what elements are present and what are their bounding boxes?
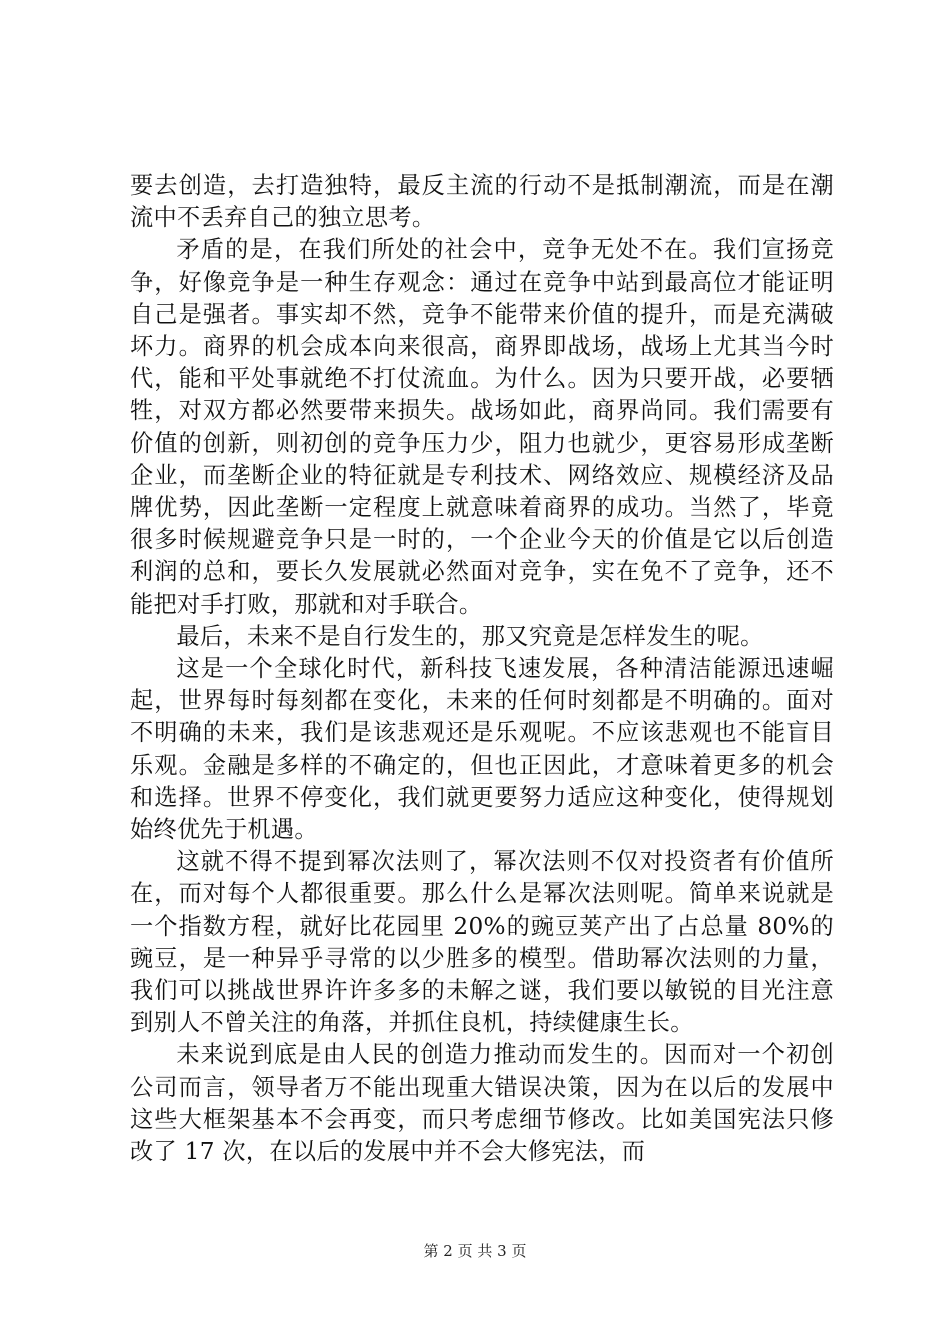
- paragraph: 要去创造，去打造独特，最反主流的行动不是抵制潮流，而是在潮流中不丢弃自己的独立思考。: [130, 172, 834, 232]
- paragraph: 未来说到底是由人民的创造力推动而发生的。因而对一个初创公司而言，领导者万不能出现重大错误决策，因为在以后的发展中这些大框架基本不会再变，而只考虑细节修改。比如美国宪法只修改了 17 次，在以后的发展中并不会大修宪法，而: [130, 1041, 834, 1166]
- document-body: [130, 170, 834, 1168]
- page-number-footer: 第 2 页 共 3 页: [423, 1242, 527, 1260]
- paragraph: 这就不得不提到幂次法则了，幂次法则不仅对投资者有价值所在，而对每个人都很重要。那么什么是幂次法则呢。简单来说就是一个指数方程，就好比花园里 20%的豌豆荚产出了占总量 80%的豌豆，是一种异乎寻常的以少胜多的模型。借助幂次法则的力量，我们可以挑战世界许许多多的未解之谜，我们要以敏锐的目光注意到别人不曾关注的角落，并抓住良机，持续健康生长。: [130, 848, 834, 1037]
- paragraph: 矛盾的是，在我们所处的社会中，竞争无处不在。我们宣扬竞争，好像竞争是一种生存观念：通过在竞争中站到最高位才能证明自己是强者。事实却不然，竞争不能带来价值的提升，而是充满破坏力。商界的机会成本向来很高，商界即战场，战场上尤其当今时代，能和平处事就绝不打仗流血。为什么。因为只要开战，必要牺牲，对双方都必然要带来损失。战场如此，商界尚同。我们需要有价值的创新，则初创的竞争压力少，阻力也就少，更容易形成垄断企业，而垄断企业的特征就是专利技术、网络效应、规模经济及品牌优势，因此垄断一定程度上就意味着商界的成功。当然了，毕竟很多时候规避竞争只是一时的，一个企业今天的价值是它以后创造利润的总和，要长久发展就必然面对竞争，实在免不了竞争，还不能把对手打败，那就和对手联合。: [130, 236, 834, 618]
- paragraph: 这是一个全球化时代，新科技飞速发展，各种清洁能源迅速崛起，世界每时每刻都在变化，未来的任何时刻都是不明确的。面对不明确的未来，我们是该悲观还是乐观呢。不应该悲观也不能盲目乐观。金融是多样的不确定的，但也正因此，才意味着更多的机会和选择。世界不停变化，我们就更要努力适应这种变化，使得规划始终优先于机遇。: [130, 655, 834, 844]
- paragraph: 最后，未来不是自行发生的，那又究竟是怎样发生的呢。: [176, 622, 764, 650]
